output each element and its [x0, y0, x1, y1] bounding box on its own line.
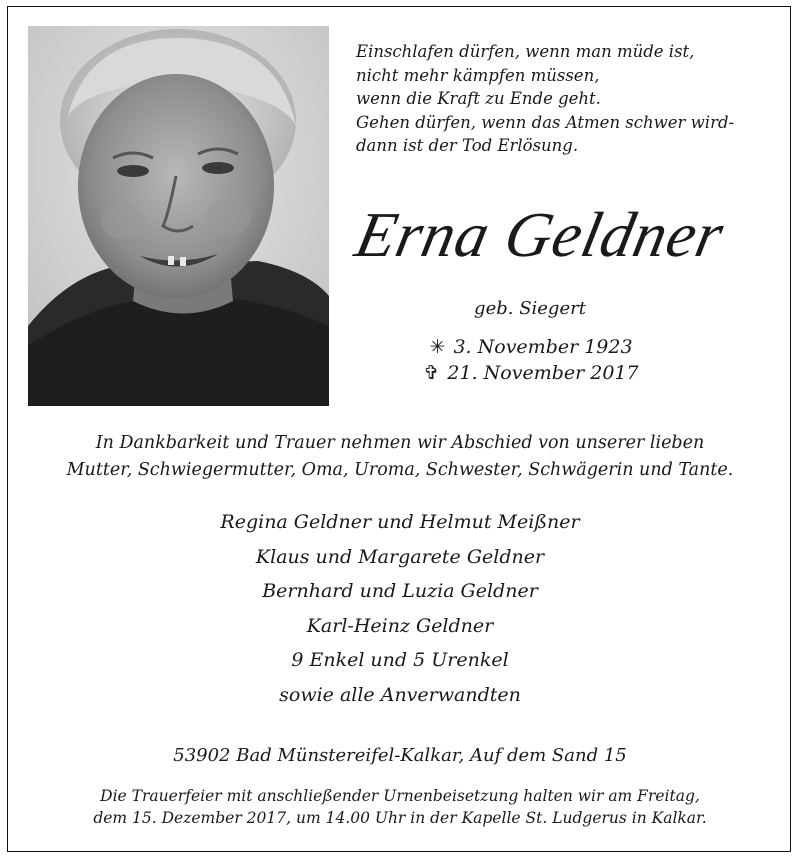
death-date: 21. November 2017 — [447, 362, 639, 384]
death-cross-icon: ✞ — [423, 362, 440, 384]
intro-line: Mutter, Schwiegermutter, Oma, Uroma, Schwester, Schwägerin und Tante. — [66, 460, 734, 480]
poem-line: Einschlafen dürfen, wenn man müde ist, — [356, 42, 695, 61]
family-member: 9 Enkel und 5 Urenkel — [291, 649, 509, 671]
address: 53902 Bad Münstereifel-Kalkar, Auf dem Sand 15 — [173, 745, 627, 766]
poem — [356, 40, 776, 158]
poem-line: nicht mehr kämpfen müssen, — [356, 65, 600, 85]
farewell-intro — [10, 430, 790, 484]
poem-line: wenn die Kraft zu Ende geht. — [356, 89, 601, 108]
life-dates — [380, 334, 680, 386]
family-member: Klaus und Margarete Geldner — [255, 545, 545, 568]
birth-date: 3. November 1923 — [453, 336, 633, 358]
birth-star-icon: ✳ — [429, 336, 446, 358]
family-list — [10, 505, 790, 712]
family-member: Bernhard und Luzia Geldner — [262, 580, 538, 602]
funeral-line: dem 15. Dezember 2017, um 14.00 Uhr in der Kapelle St. Ludgerus in Kalkar. — [93, 809, 707, 827]
family-member: Karl-Heinz Geldner — [306, 614, 494, 637]
portrait-photo — [28, 26, 329, 406]
poem-line: dann ist der Tod Erlösung. — [356, 136, 579, 155]
maiden-name: geb. Siegert — [474, 298, 586, 319]
deceased-name: Erna Geldner — [349, 199, 731, 270]
birth-line — [380, 334, 680, 360]
funeral-info — [10, 785, 790, 829]
death-line — [380, 360, 680, 386]
funeral-line: Die Trauerfeier mit anschließender Urnenbeisetzung halten wir am Freitag, — [100, 787, 700, 805]
family-member: Regina Geldner und Helmut Meißner — [220, 511, 580, 533]
poem-line: Gehen dürfen, wenn das Atmen schwer wird- — [356, 112, 735, 132]
family-member: sowie alle Anverwandten — [279, 683, 521, 706]
intro-line: In Dankbarkeit und Trauer nehmen wir Abschied von unserer lieben — [95, 433, 705, 453]
